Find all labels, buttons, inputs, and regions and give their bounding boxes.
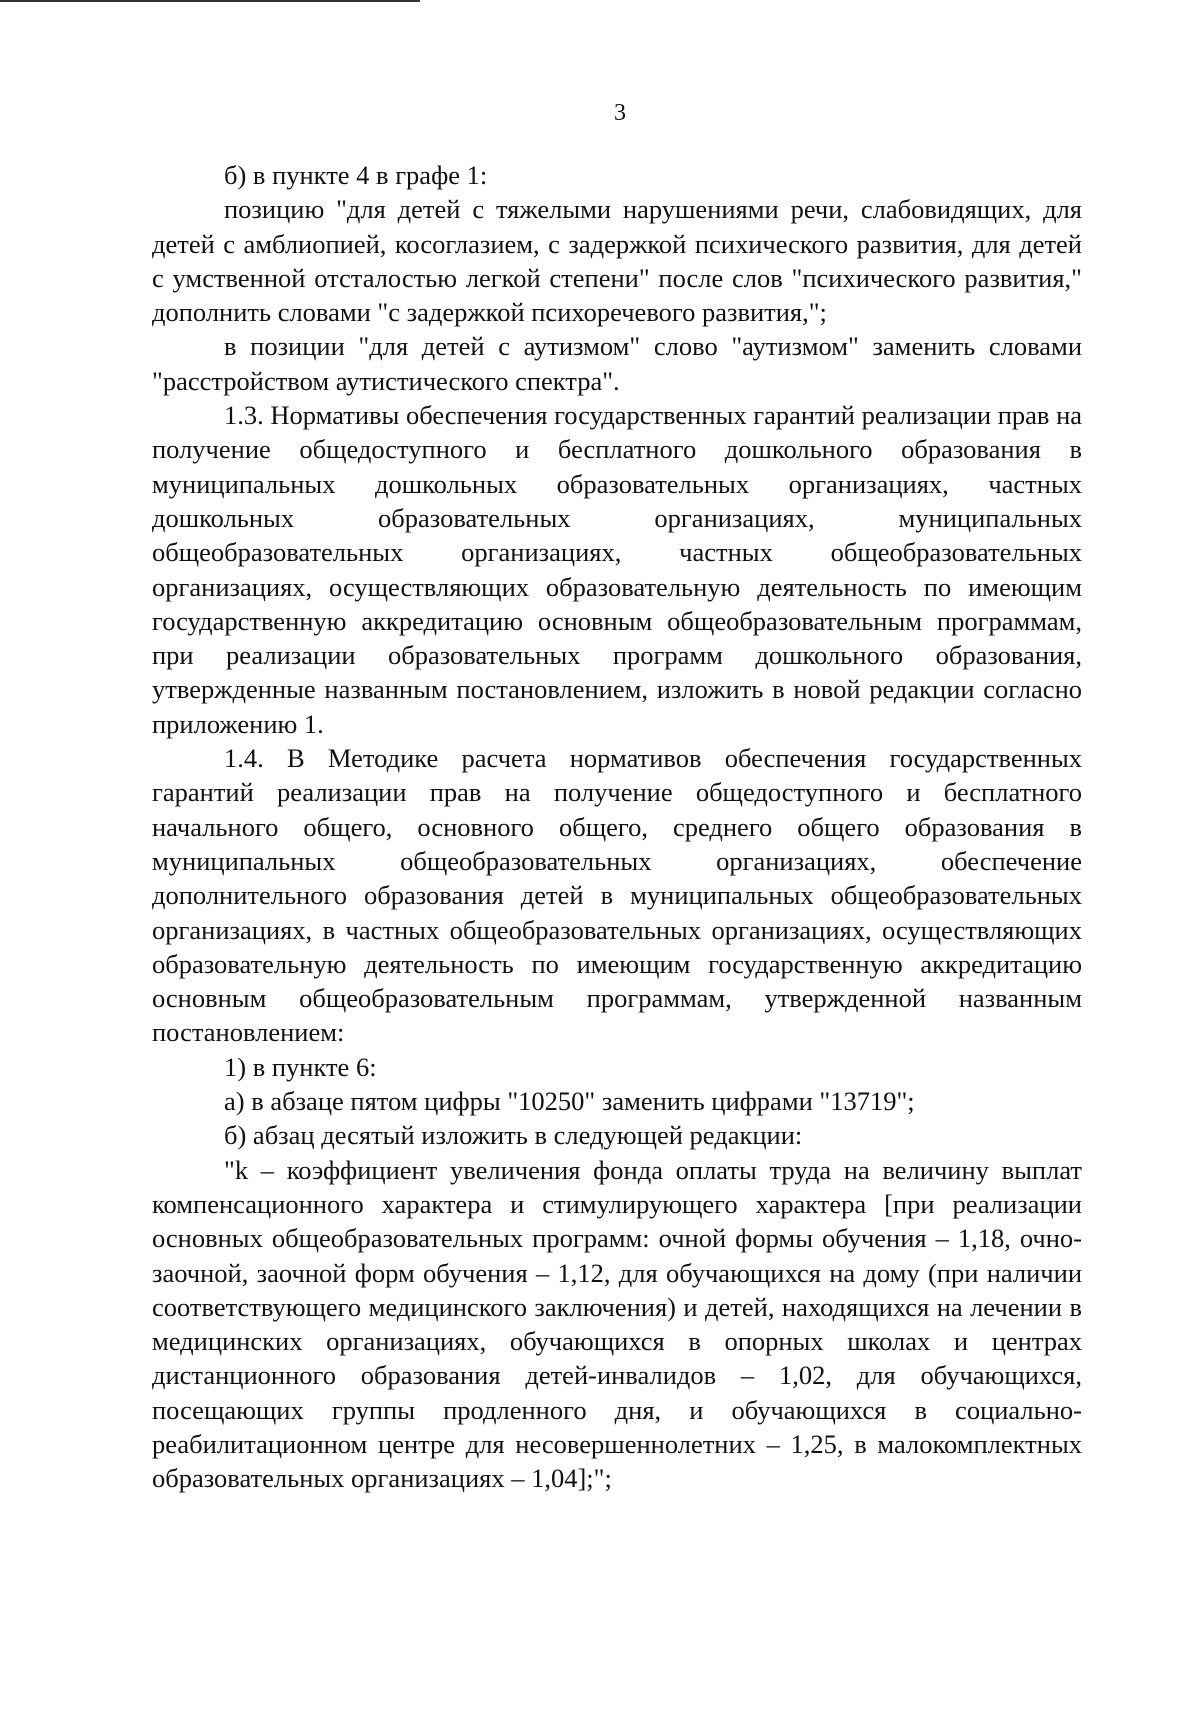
top-rule — [0, 0, 420, 2]
page-number: 3 — [614, 100, 626, 126]
paragraph: а) в абзаце пятом цифры "10250" заменить цифрами "13719"; — [224, 1086, 915, 1117]
paragraph: б) абзац десятый изложить в следующей редакции: — [224, 1120, 803, 1151]
paragraph: в позиции "для детей с аутизмом" слово "аутизмом" заменить словами "расстройством аутистического спектра". — [152, 331, 1082, 396]
paragraph: позицию "для детей с тяжелыми нарушениями речи, слабовидящих, для детей с амблиопией, косоглазием, с задержкой психического развития, для детей с умственной отсталостью легкой степени" после слов "психического развития," дополнить словами "с задержкой психоречевого развития,"; — [152, 194, 1082, 328]
paragraph: б) в пункте 4 в графе 1: — [224, 160, 488, 190]
paragraph: 1.4. В Методике расчета нормативов обеспечения государственных гарантий реализации прав на получение общедоступного и бесплатного начального общего, основного общего, среднего общего образования в муниципальных общеобразовательных организациях, обеспечение дополнительного образования детей в муниципальных общеобразовательных организациях, в частных общеобразовательных организациях, осуществляющих образовательную деятельность по имеющим государственную аккредитацию основным общеобразовательным программам, утвержденной названным постановлением: — [152, 743, 1082, 1048]
paragraph: "k – коэффициент увеличения фонда оплаты труда на величину выплат компенсационного характера и стимулирующего характера [при реализации основных общеобразовательных программ: очной формы обучения – 1,18, очно-заочной, заочной форм обучения – 1,12, для обучающихся на дому (при наличии соответствующего медицинского заключения) и детей, находящихся на лечении в медицинских организациях, обучающихся в опорных школах и центрах дистанционного образования детей-инвалидов – 1,02, для обучающихся, посещающих группы продленного дня, и обучающихся в социально-реабилитационном центре для несовершеннолетних – 1,25, в малокомплектных образовательных организациях – 1,04];"; — [152, 1154, 1082, 1494]
document-body — [152, 158, 1082, 1496]
paragraph: 1.3. Нормативы обеспечения государственных гарантий реализации прав на получение общедоступного и бесплатного дошкольного образования в муниципальных дошкольных образовательных организациях, частных дошкольных образовательных организациях, муниципальных общеобразовательных организациях, частных общеобразовательных организациях, осуществляющих образовательную деятельность по имеющим государственную аккредитацию основным общеобразовательным программам, при реализации образовательных программ дошкольного образования, утвержденные названным постановлением, изложить в новой редакции согласно приложению 1. — [152, 400, 1083, 739]
paragraph: 1) в пункте 6: — [224, 1051, 377, 1082]
